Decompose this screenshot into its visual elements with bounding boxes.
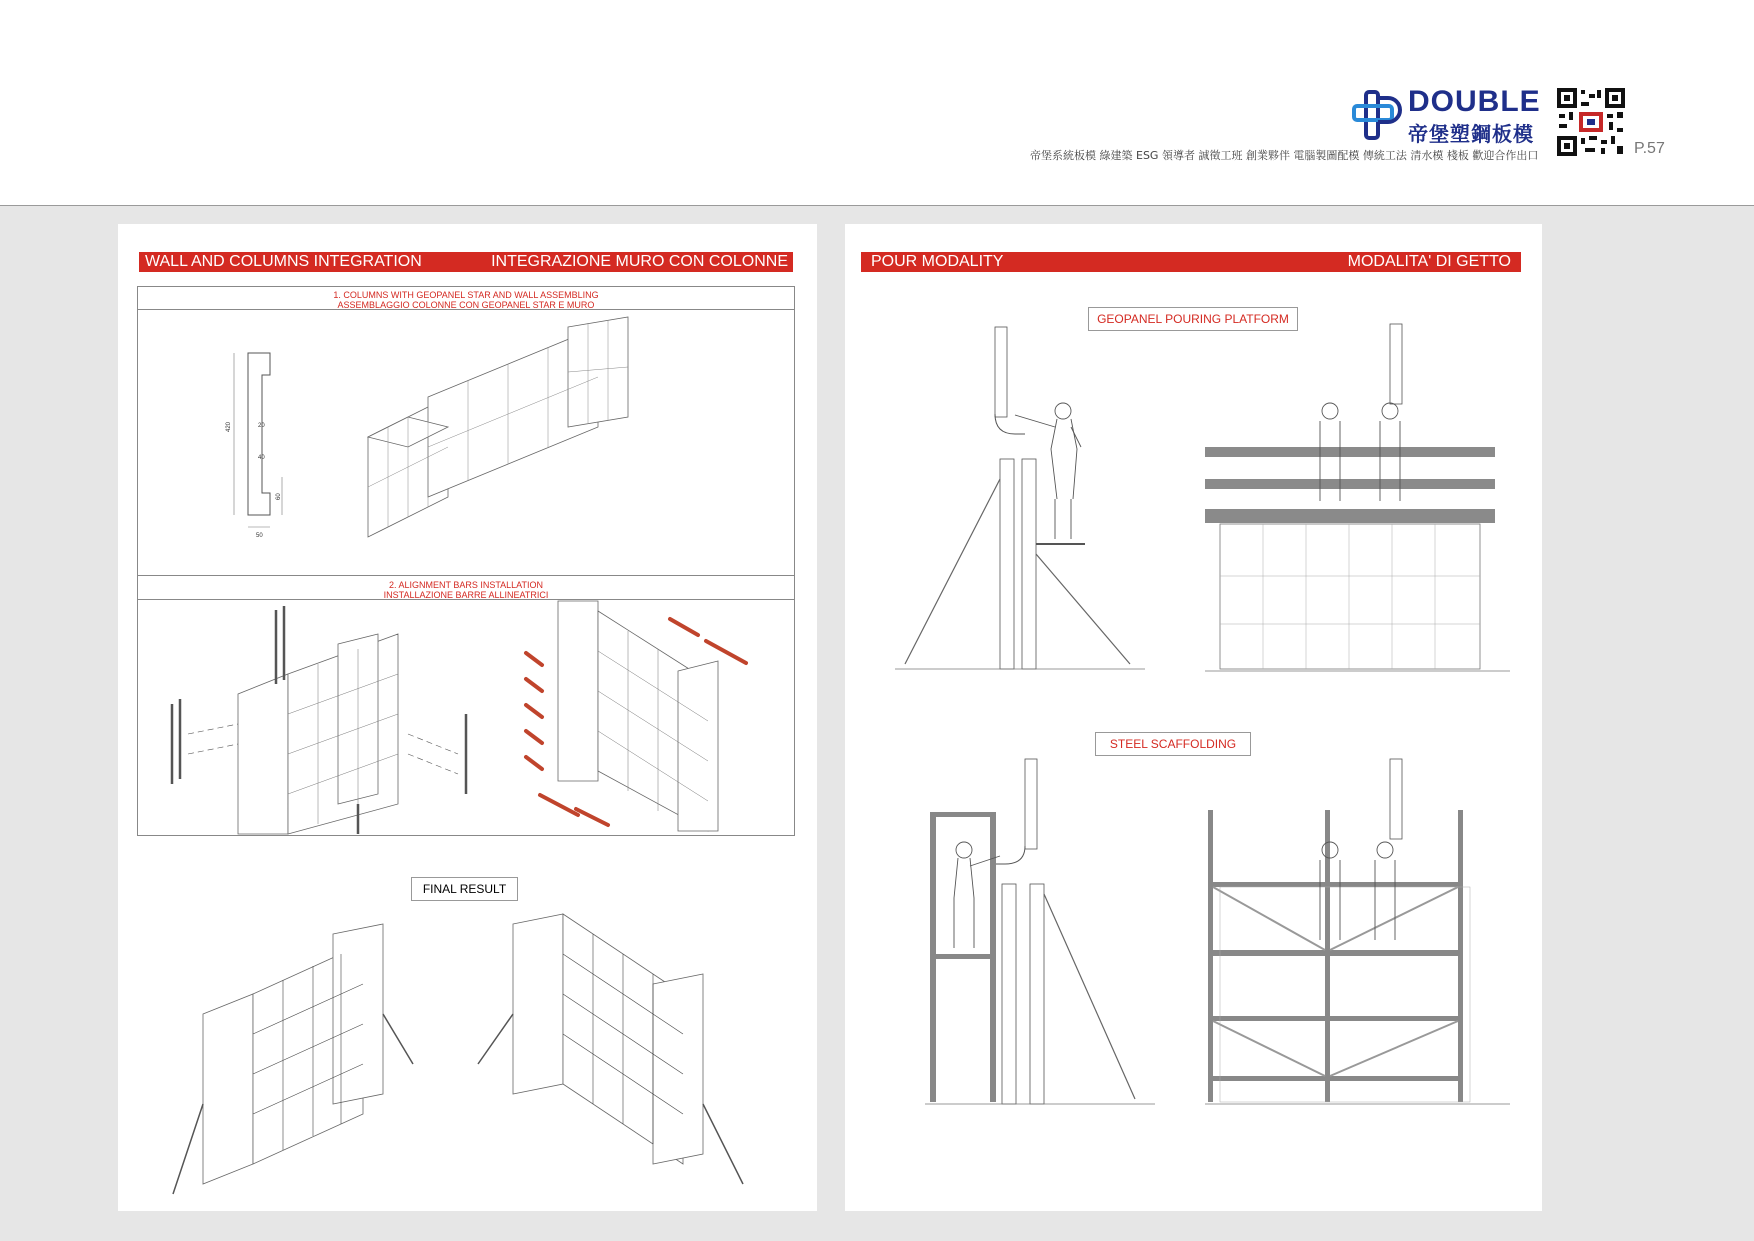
dim-60-label: 60 — [276, 493, 282, 500]
final-result-right-drawing — [473, 904, 763, 1194]
column-profile-drawing — [216, 347, 336, 547]
step2-divider — [138, 599, 794, 600]
wall-column-assembly-drawing — [368, 317, 668, 547]
dim-420-label: 420 — [226, 421, 232, 432]
brand-name-zh: 帝堡塑鋼板模 — [1408, 122, 1534, 146]
step1-caption-en: 1. COLUMNS WITH GEOPANEL STAR AND WALL ASSEMBLING — [333, 290, 599, 300]
right-panel — [845, 224, 1542, 1211]
alignment-bars-right-drawing — [518, 601, 778, 831]
step1-caption-it: ASSEMBLAGGIO COLONNE CON GEOPANEL STAR E MURO — [337, 300, 595, 310]
section-steel-scaffolding-label: STEEL SCAFFOLDING — [1095, 732, 1251, 756]
dim-40-label: 40 — [258, 455, 265, 461]
step1-box — [137, 286, 795, 578]
step2-caption-en: 2. ALIGNMENT BARS INSTALLATION — [388, 580, 544, 590]
step2-caption — [138, 580, 794, 600]
final-result-label: FINAL RESULT — [411, 877, 518, 901]
final-result-left-drawing — [163, 904, 453, 1194]
step1-divider — [138, 309, 794, 310]
page-header — [0, 0, 1754, 206]
right-title-it: MODALITA' DI GETTO — [1347, 253, 1511, 270]
scaffolding-side-drawing — [890, 754, 1170, 1114]
right-title-en: POUR MODALITY — [871, 253, 1004, 270]
dim-50-label: 50 — [256, 533, 263, 539]
brand-logo — [1352, 85, 1548, 145]
right-title-bar — [861, 252, 1521, 272]
alignment-bars-left-drawing — [168, 604, 488, 834]
step2-box — [137, 575, 795, 836]
scaffolding-front-drawing — [1200, 754, 1520, 1114]
qr-code-icon — [1557, 88, 1625, 156]
left-title-it: INTEGRAZIONE MURO CON COLONNE — [491, 253, 788, 270]
section-pouring-platform-label: GEOPANEL POURING PLATFORM — [1088, 307, 1298, 331]
double-logo-icon — [1352, 90, 1404, 140]
left-panel — [118, 224, 817, 1211]
left-title-bar — [139, 252, 793, 272]
pouring-platform-side-drawing — [885, 319, 1165, 689]
pouring-platform-front-drawing — [1200, 319, 1520, 689]
left-title-en: WALL AND COLUMNS INTEGRATION — [145, 253, 422, 270]
step1-caption — [138, 290, 794, 310]
dim-20-label: 20 — [258, 423, 265, 429]
page-number: P.57 — [1634, 140, 1665, 157]
brand-name-en: DOUBLE — [1408, 85, 1541, 118]
header-tagline: 帝堡系統板模 綠建築 ESG 領導者 誠徵工班 創業夥伴 電腦製圖配模 傳統工法 清水模 棧板 歡迎合作出口 — [1030, 149, 1539, 162]
step2-caption-it: INSTALLAZIONE BARRE ALLINEATRICI — [383, 590, 549, 600]
